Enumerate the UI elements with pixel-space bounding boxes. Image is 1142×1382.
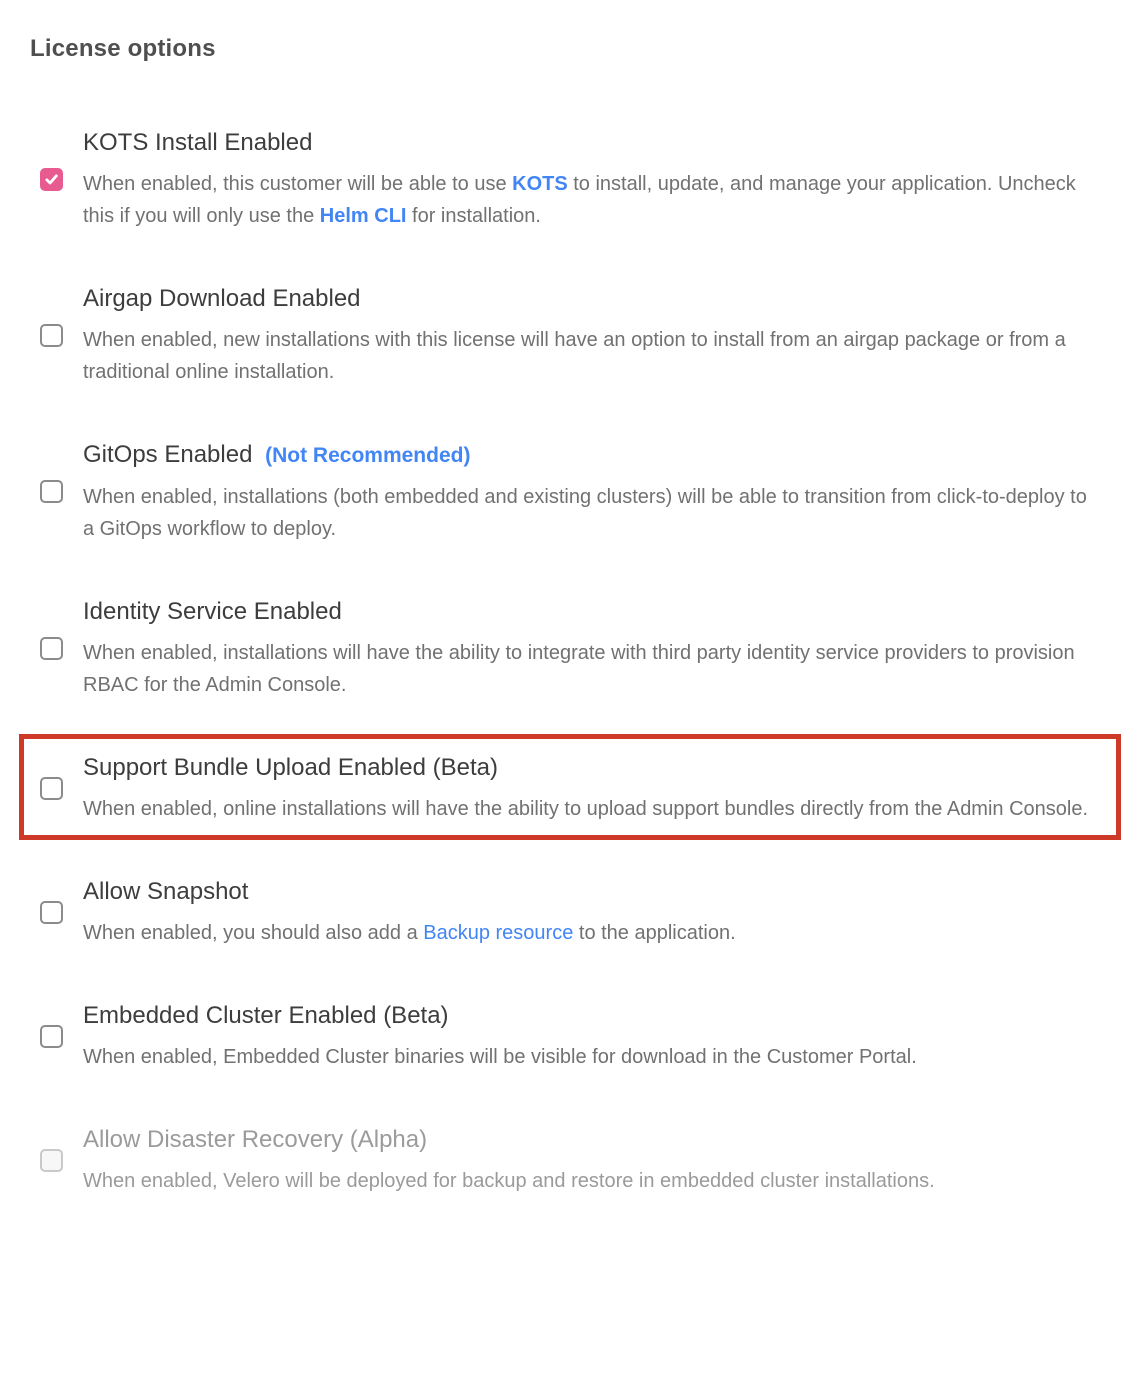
option-description — [83, 1041, 917, 1073]
option-checkbox[interactable] — [40, 324, 63, 347]
inline-link[interactable]: Backup resource — [423, 922, 574, 944]
option-label-suffix: (Not Recommended) — [265, 444, 471, 467]
option-checkbox[interactable] — [40, 901, 63, 924]
option-label — [83, 595, 1103, 628]
option-description — [83, 168, 1103, 232]
option-label-text: Airgap Download Enabled — [83, 285, 361, 312]
description-text: to install, update, and manage your application. Uncheck this if you will only use the — [83, 173, 1076, 227]
license-option-support-bundle-upload-enabled — [40, 751, 1112, 825]
description-text: When enabled, online installations will have the ability to upload support bundles directly from the Admin Console. — [83, 798, 1089, 820]
option-description — [83, 793, 1088, 825]
license-option-airgap-download-enabled — [40, 282, 1112, 388]
description-text: When enabled, installations (both embedded and existing clusters) will be able to transition from click-to-deploy to a GitOps workflow to deploy. — [83, 486, 1087, 540]
option-description — [83, 481, 1103, 545]
description-text: to the application. — [573, 922, 736, 944]
option-label-text: KOTS Install Enabled — [83, 129, 313, 156]
option-description — [83, 917, 736, 949]
option-label — [83, 282, 1103, 315]
description-text: When enabled, you should also add a — [83, 922, 424, 944]
license-option-allow-disaster-recovery — [40, 1123, 1112, 1197]
option-label-text: Allow Snapshot — [83, 878, 249, 905]
license-option-kots-install-enabled — [40, 126, 1112, 232]
option-label-text: Allow Disaster Recovery (Alpha) — [83, 1126, 428, 1153]
option-description — [83, 324, 1103, 388]
option-checkbox[interactable] — [40, 168, 63, 191]
option-checkbox[interactable] — [40, 480, 63, 503]
option-description — [83, 637, 1103, 701]
license-option-gitops-enabled — [40, 438, 1112, 545]
option-checkbox[interactable] — [40, 637, 63, 660]
option-content — [83, 282, 1103, 388]
description-text: When enabled, this customer will be able to use — [83, 173, 513, 195]
description-text: for installation. — [406, 205, 541, 227]
option-label — [83, 438, 1103, 472]
checkmark-icon — [44, 172, 59, 187]
description-text: When enabled, Embedded Cluster binaries will be visible for download in the Customer Portal. — [83, 1046, 917, 1068]
option-content — [83, 751, 1088, 825]
option-checkbox[interactable] — [40, 1025, 63, 1048]
license-option-identity-service-enabled — [40, 595, 1112, 701]
description-text: When enabled, new installations with this license will have an option to install from an airgap package or from a traditional online installation. — [83, 329, 1066, 383]
license-option-allow-snapshot — [40, 875, 1112, 949]
option-content — [83, 438, 1103, 545]
inline-link[interactable]: KOTS — [512, 173, 568, 195]
option-checkbox[interactable] — [40, 777, 63, 800]
option-label — [83, 875, 736, 908]
option-label — [83, 126, 1103, 159]
option-content — [83, 1123, 935, 1197]
option-label — [83, 999, 917, 1032]
license-option-embedded-cluster-enabled — [40, 999, 1112, 1073]
option-content — [83, 126, 1103, 232]
option-label-text: Support Bundle Upload Enabled (Beta) — [83, 754, 498, 781]
option-checkbox — [40, 1149, 63, 1172]
description-text: When enabled, Velero will be deployed for backup and restore in embedded cluster installations. — [83, 1170, 935, 1192]
option-content — [83, 999, 917, 1073]
option-content — [83, 875, 736, 949]
page-title: License options — [30, 35, 216, 62]
option-label — [83, 1123, 935, 1156]
option-label-text: Embedded Cluster Enabled (Beta) — [83, 1002, 449, 1029]
option-description — [83, 1165, 935, 1197]
description-text: When enabled, installations will have the ability to integrate with third party identity service providers to provision RBAC for the Admin Console. — [83, 642, 1075, 696]
license-options-list — [30, 126, 1142, 1197]
option-content — [83, 595, 1103, 701]
option-label — [83, 751, 1088, 784]
option-label-text: Identity Service Enabled — [83, 598, 342, 625]
option-label-text: GitOps Enabled — [83, 441, 253, 468]
inline-link[interactable]: Helm CLI — [319, 205, 407, 227]
